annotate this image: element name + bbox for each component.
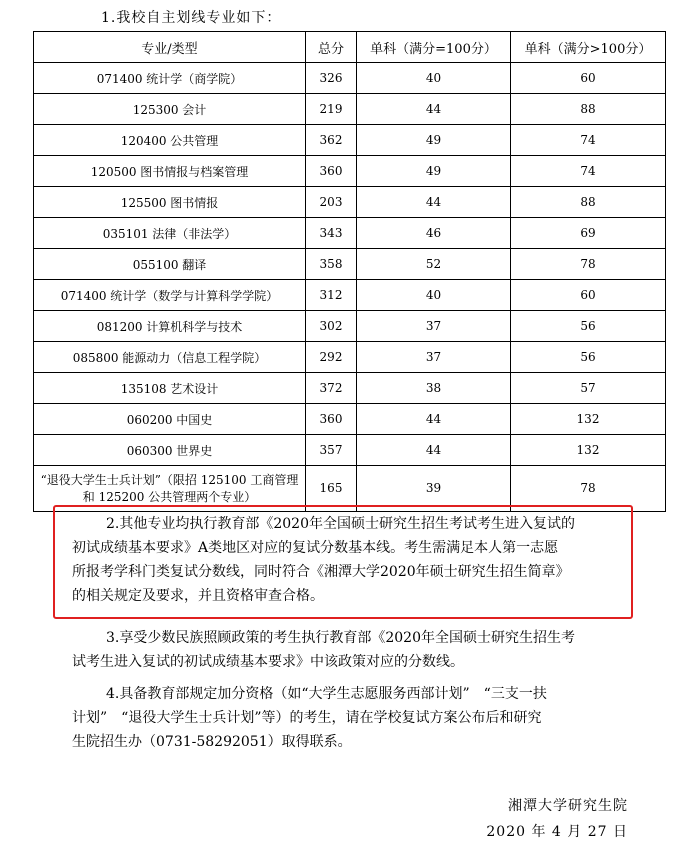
cell-total: 326 xyxy=(306,63,357,94)
cell-single-100: 39 xyxy=(357,466,511,512)
cell-major: 081200 计算机科学与技术 xyxy=(34,311,306,342)
table-header-row xyxy=(34,32,666,63)
table-row xyxy=(34,187,666,218)
cell-single-over-100: 56 xyxy=(511,311,666,342)
paragraph-4-line: 4.具备教育部规定加分资格（如“大学生志愿服务西部计划” “三支一扶 xyxy=(106,686,547,702)
cell-major: 055100 翻译 xyxy=(34,249,306,280)
cell-major: “退役大学生士兵计划”（限招 125100 工商管理和 125200 公共管理两个专业） xyxy=(34,466,306,512)
cell-single-100: 40 xyxy=(357,280,511,311)
cell-single-100: 49 xyxy=(357,125,511,156)
cell-major: 085800 能源动力（信息工程学院） xyxy=(34,342,306,373)
cell-single-100: 44 xyxy=(357,404,511,435)
table-row xyxy=(34,311,666,342)
cell-major: 071400 统计学（商学院） xyxy=(34,63,306,94)
cell-total: 360 xyxy=(306,404,357,435)
table-row xyxy=(34,435,666,466)
cell-total: 302 xyxy=(306,311,357,342)
cell-major: 125500 图书情报 xyxy=(34,187,306,218)
table-row xyxy=(34,342,666,373)
cell-single-over-100: 88 xyxy=(511,187,666,218)
intro-text: 1.我校自主划线专业如下： xyxy=(101,10,282,26)
table-row xyxy=(34,249,666,280)
cell-total: 203 xyxy=(306,187,357,218)
paragraph-3-line: 试考生进入复试的初试成绩基本要求》中该政策对应的分数线。 xyxy=(72,654,464,670)
cell-single-over-100: 57 xyxy=(511,373,666,404)
paragraph-2-line: 2.其他专业均执行教育部《2020年全国硕士研究生招生考试考生进入复试的 xyxy=(106,516,575,532)
table-row xyxy=(34,94,666,125)
cell-total: 343 xyxy=(306,218,357,249)
cell-total: 165 xyxy=(306,466,357,512)
header-major: 专业/类型 xyxy=(34,32,306,63)
cell-total: 360 xyxy=(306,156,357,187)
cell-single-100: 38 xyxy=(357,373,511,404)
cell-single-100: 44 xyxy=(357,187,511,218)
cell-total: 372 xyxy=(306,373,357,404)
cell-single-over-100: 56 xyxy=(511,342,666,373)
cell-single-over-100: 88 xyxy=(511,94,666,125)
cell-single-over-100: 60 xyxy=(511,63,666,94)
cell-major: 071400 统计学（数学与计算科学学院） xyxy=(34,280,306,311)
cell-single-100: 37 xyxy=(357,311,511,342)
paragraph-4-line: 计划” “退役大学生士兵计划”等）的考生，请在学校复试方案公布后和研究 xyxy=(72,710,542,726)
cell-single-100: 40 xyxy=(357,63,511,94)
table-row xyxy=(34,125,666,156)
paragraph-4 xyxy=(72,682,652,754)
cell-total: 357 xyxy=(306,435,357,466)
cell-single-100: 46 xyxy=(357,218,511,249)
table-row xyxy=(34,373,666,404)
cell-single-over-100: 74 xyxy=(511,125,666,156)
cell-total: 292 xyxy=(306,342,357,373)
signature-org: 湘潭大学研究生院 xyxy=(508,798,628,814)
cell-major: 060300 世界史 xyxy=(34,435,306,466)
paragraph-2 xyxy=(72,512,652,608)
cell-total: 362 xyxy=(306,125,357,156)
cell-single-over-100: 132 xyxy=(511,404,666,435)
header-single-over-100: 单科（满分>100分） xyxy=(511,32,666,63)
paragraph-4-line: 生院招生办（0731-58292051）取得联系。 xyxy=(72,734,352,750)
cell-single-100: 37 xyxy=(357,342,511,373)
header-total: 总分 xyxy=(306,32,357,63)
cell-single-100: 44 xyxy=(357,94,511,125)
cell-major: 125300 会计 xyxy=(34,94,306,125)
paragraph-2-line: 初试成绩基本要求》A类地区对应的复试分数基本线。考生需满足本人第一志愿 xyxy=(72,540,559,556)
paragraph-2-line: 所报考学科门类复试分数线，同时符合《湘潭大学2020年硕士研究生招生简章》 xyxy=(72,564,570,580)
table-row xyxy=(34,280,666,311)
paragraph-2-line: 的相关规定及要求，并且资格审查合格。 xyxy=(72,588,324,604)
cell-total: 312 xyxy=(306,280,357,311)
cell-single-over-100: 132 xyxy=(511,435,666,466)
table-row xyxy=(34,63,666,94)
cell-single-100: 44 xyxy=(357,435,511,466)
paragraph-3 xyxy=(72,626,652,674)
signature-date: 2020 年 4 月 27 日 xyxy=(486,824,628,840)
cell-major: 135108 艺术设计 xyxy=(34,373,306,404)
cell-single-over-100: 78 xyxy=(511,466,666,512)
cell-total: 358 xyxy=(306,249,357,280)
cell-single-100: 52 xyxy=(357,249,511,280)
cell-major: 120500 图书情报与档案管理 xyxy=(34,156,306,187)
header-single-100: 单科（满分=100分） xyxy=(357,32,511,63)
paragraph-3-line: 3.享受少数民族照顾政策的考生执行教育部《2020年全国硕士研究生招生考 xyxy=(106,630,575,646)
cell-single-over-100: 60 xyxy=(511,280,666,311)
cell-major: 060200 中国史 xyxy=(34,404,306,435)
cell-major: 035101 法律（非法学） xyxy=(34,218,306,249)
cell-single-over-100: 69 xyxy=(511,218,666,249)
table-row xyxy=(34,404,666,435)
cell-major: 120400 公共管理 xyxy=(34,125,306,156)
table-row xyxy=(34,156,666,187)
cell-single-100: 49 xyxy=(357,156,511,187)
cell-single-over-100: 74 xyxy=(511,156,666,187)
table-row xyxy=(34,218,666,249)
score-table xyxy=(33,31,666,512)
cell-total: 219 xyxy=(306,94,357,125)
cell-single-over-100: 78 xyxy=(511,249,666,280)
